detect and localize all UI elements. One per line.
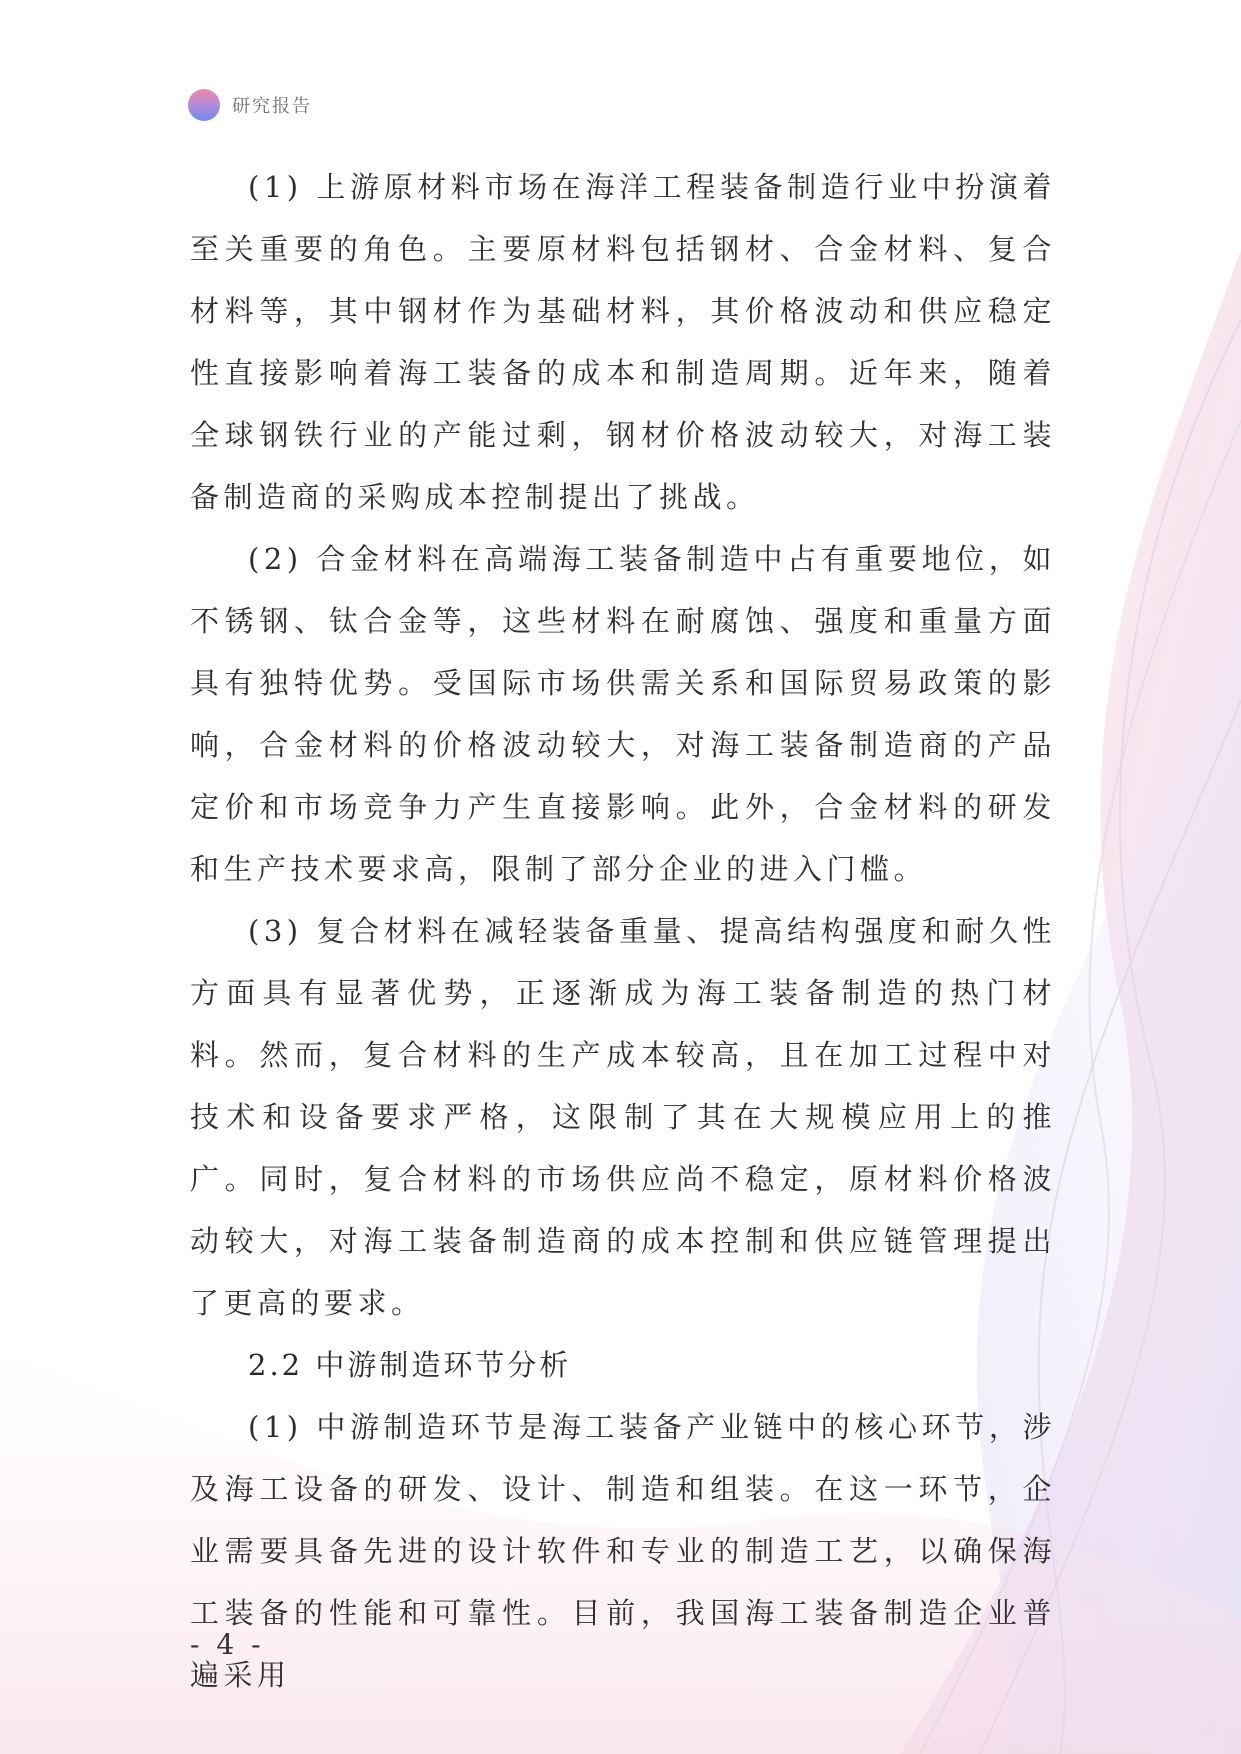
logo-circle-icon — [188, 89, 220, 121]
paragraph-2: (2) 合金材料在高端海工装备制造中占有重要地位，如不锈钢、钛合金等，这些材料在耐腐蚀、强度和重量方面具有独特优势。受国际市场供需关系和国际贸易政策的影响，合金材料的价格波动较大，对海工装备制造商的产品定价和市场竞争力产生直接影响。此外，合金材料的研发和生产技术要求高，限制了部分企业的进入门槛。 — [190, 542, 1056, 886]
paragraph-3: (3) 复合材料在减轻装备重量、提高结构强度和耐久性方面具有显著优势，正逐渐成为海工装备制造的热门材料。然而，复合材料的生产成本较高，且在加工过程中对技术和设备要求严格，这限制了其在大规模应用上的推广。同时，复合材料的市场供应尚不稳定，原材料价格波动较大，对海工装备制造商的成本控制和供应链管理提出了更高的要求。 — [190, 914, 1056, 1320]
paragraph-1: (1) 上游原材料市场在海洋工程装备制造行业中扮演着至关重要的角色。主要原材料包括钢材、合金材料、复合材料等，其中钢材作为基础材料，其价格波动和供应稳定性直接影响着海工装备的成本和制造周期。近年来，随着全球钢铁行业的产能过剩，钢材价格波动较大，对海工装备制造商的采购成本控制提出了挑战。 — [190, 170, 1056, 514]
section-heading: 2.2 中游制造环节分析 — [248, 1348, 572, 1382]
header-title: 研究报告 — [232, 96, 312, 117]
report-header — [188, 88, 312, 122]
page-number: - 4 - — [190, 1628, 265, 1661]
document-body — [190, 156, 1056, 1706]
paragraph-4: (1) 中游制造环节是海工装备产业链中的核心环节，涉及海工设备的研发、设计、制造和组装。在这一环节，企业需要具备先进的设计软件和专业的制造工艺，以确保海工装备的性能和可靠性。目前，我国海工装备制造企业普遍采用 — [190, 1410, 1056, 1692]
